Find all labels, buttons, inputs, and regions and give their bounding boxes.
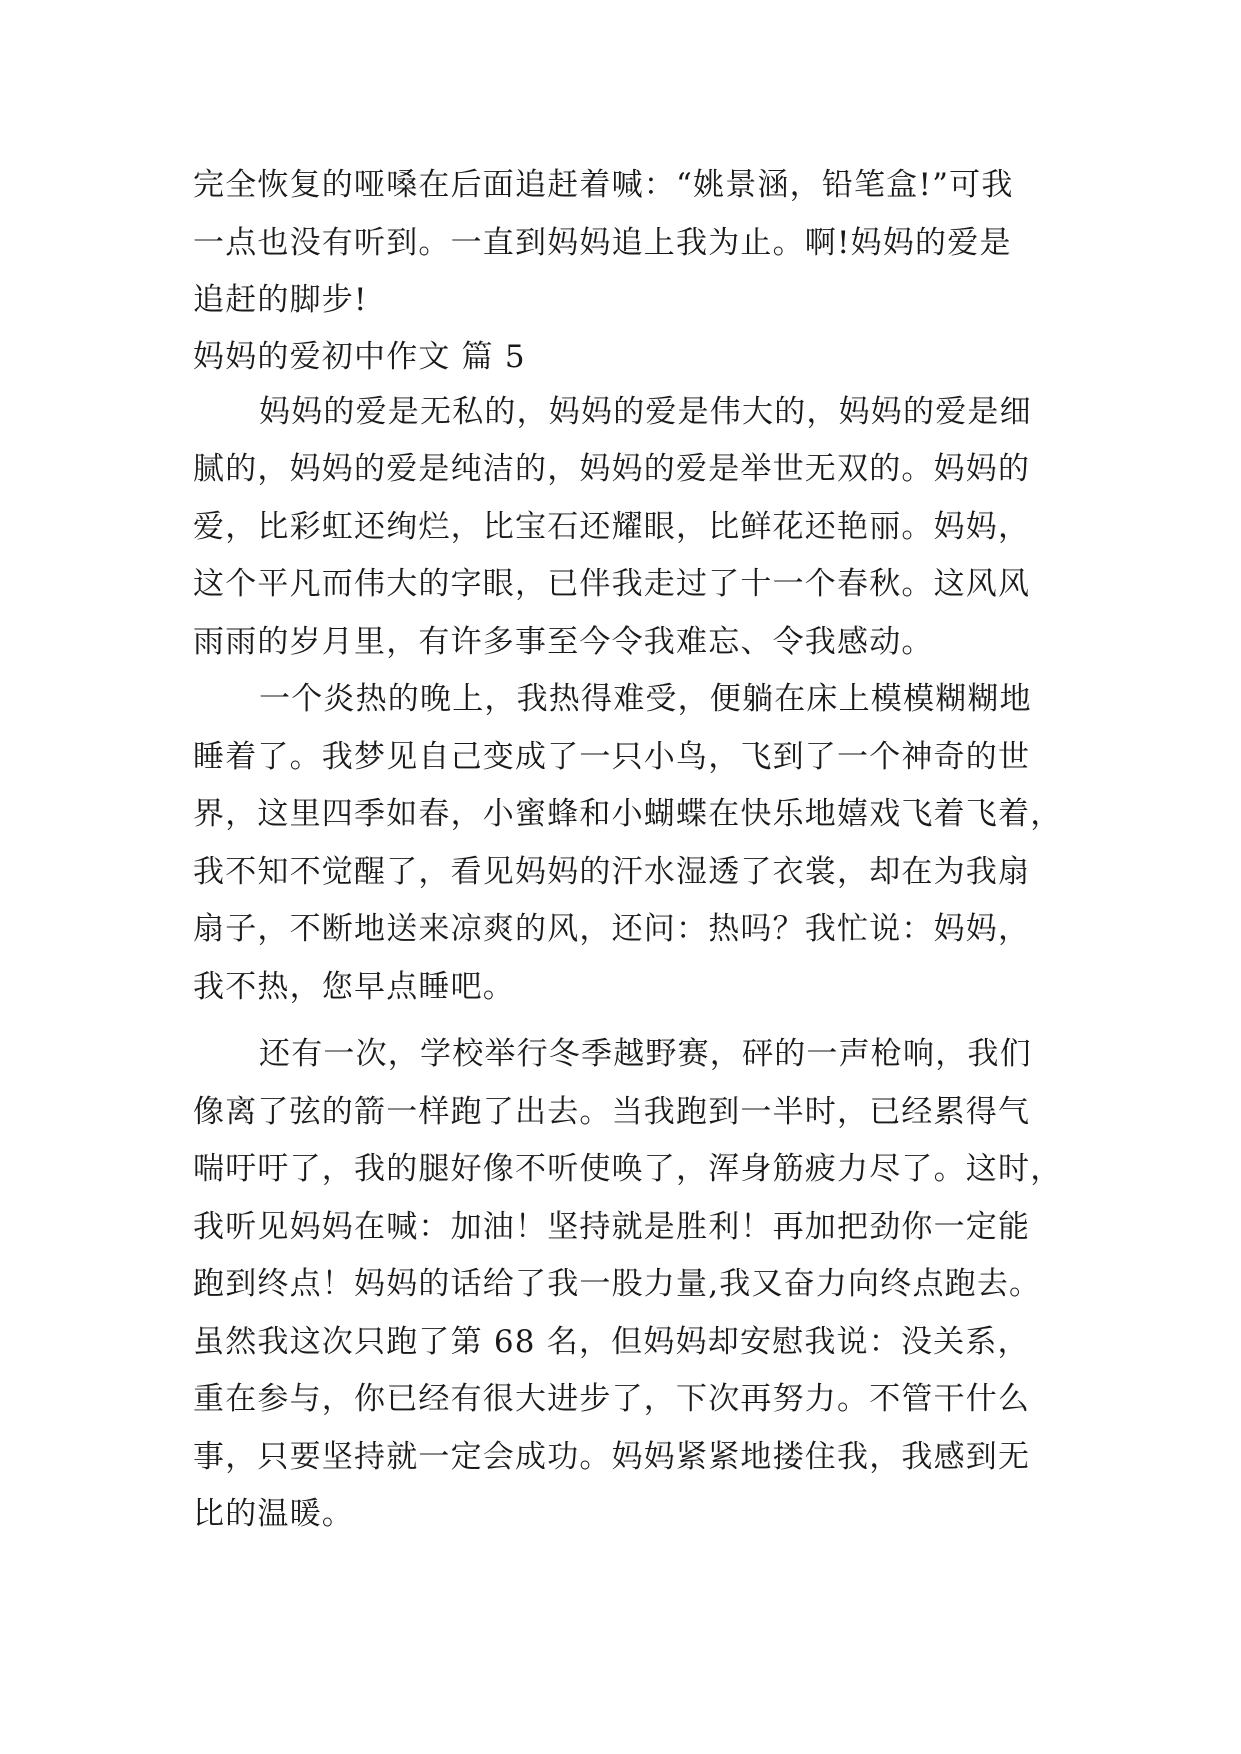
- text-line: 我不知不觉醒了，看见妈妈的汗水湿透了衣裳，却在为我扇: [193, 853, 1031, 890]
- text-line: 扇子，不断地送来凉爽的风，还问：热吗？我忙说：妈妈，: [193, 911, 1031, 947]
- text-line: 界，这里四季如春，小蜜蜂和小蝴蝶在快乐地嬉戏飞着飞着，: [193, 796, 1063, 832]
- paragraph-2: [193, 671, 1073, 1016]
- paragraph-3: [193, 1026, 1073, 1544]
- text-line: 跑到终点！妈妈的话给了我一股力量,我又奋力向终点跑去。: [193, 1266, 1042, 1302]
- text-line: 虽然我这次只跑了第 68 名，但妈妈却安慰我说：没关系，: [193, 1323, 1030, 1360]
- text-line: 这个平凡而伟大的字眼，已伴我走过了十一个春秋。这风风: [193, 566, 1031, 602]
- document-body: [193, 157, 1073, 1544]
- text-line: 腻的，妈妈的爱是纯洁的，妈妈的爱是举世无双的。妈妈的: [193, 451, 1031, 487]
- text-line: 重在参与，你已经有很大进步了，下次再努力。不管干什么: [193, 1381, 1031, 1417]
- paragraph-gap: [193, 1016, 1073, 1026]
- continuation-paragraph: [193, 157, 1073, 330]
- text-line: 像离了弦的箭一样跑了出去。当我跑到一半时，已经累得气: [193, 1093, 1031, 1130]
- text-line: 妈妈的爱是无私的，妈妈的爱是伟大的，妈妈的爱是细: [259, 393, 1032, 430]
- text-line: 一个炎热的晚上，我热得难受，便躺在床上模模糊糊地: [259, 681, 1032, 717]
- text-line: 追赶的脚步!: [193, 282, 368, 318]
- text-line: 比的温暖。: [193, 1496, 354, 1532]
- section-title: 妈妈的爱初中作文 篇 5: [193, 338, 526, 375]
- text-line: 我不热，您早点睡吧。: [193, 968, 515, 1005]
- text-line: 事，只要坚持就一定会成功。妈妈紧紧地搂住我，我感到无: [193, 1438, 1031, 1475]
- text-line: 还有一次，学校举行冬季越野赛，砰的一声枪响，我们: [259, 1036, 1032, 1072]
- text-line: 睡着了。我梦见自己变成了一只小鸟，飞到了一个神奇的世: [193, 738, 1031, 775]
- text-line: 完全恢复的哑嗓在后面追赶着喊：“姚景涵，铅笔盒!”可我: [193, 167, 1014, 203]
- text-line: 爱，比彩虹还绚烂，比宝石还耀眼，比鲜花还艳丽。妈妈，: [193, 508, 1031, 545]
- text-line: 一点也没有听到。一直到妈妈追上我为止。啊!妈妈的爱是: [193, 224, 1012, 261]
- text-line: 我听见妈妈在喊：加油！坚持就是胜利！再加把劲你一定能: [193, 1208, 1031, 1245]
- paragraph-1: [193, 384, 1073, 672]
- text-line: 喘吁吁了，我的腿好像不听使唤了，浑身筋疲力尽了。这时，: [193, 1151, 1063, 1187]
- text-line: 雨雨的岁月里，有许多事至今令我难忘、令我感动。: [193, 623, 934, 660]
